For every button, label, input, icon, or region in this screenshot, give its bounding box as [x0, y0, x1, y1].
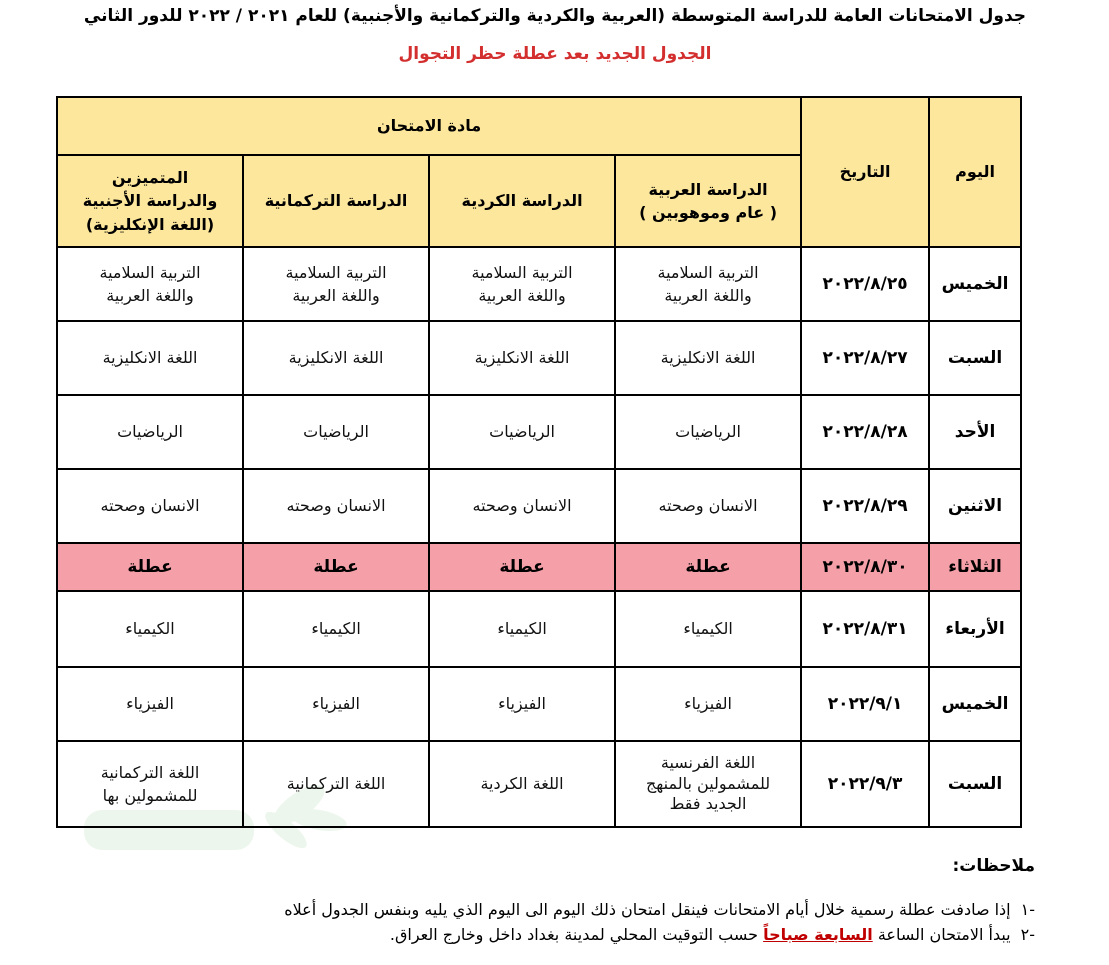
- header-kurdish-study: الدراسة الكردية: [429, 155, 615, 247]
- table-row: [57, 469, 1021, 543]
- arabic-subject-cell: الرياضيات: [615, 395, 801, 469]
- turkmen-subject-cell: الانسان وصحته: [243, 469, 429, 543]
- turkmen-subject-cell: الرياضيات: [243, 395, 429, 469]
- table-row: [57, 741, 1021, 827]
- day-cell: الخميس: [929, 247, 1021, 321]
- note-item: [284, 923, 1035, 948]
- page-subtitle: الجدول الجديد بعد عطلة حظر التجوال: [398, 44, 712, 64]
- exam-schedule-table: [56, 96, 1022, 828]
- table-row: [57, 247, 1021, 321]
- turkmen-holiday-cell: عطلة: [243, 543, 429, 591]
- day-cell: السبت: [929, 741, 1021, 827]
- kurdish-subject-cell: الانسان وصحته: [429, 469, 615, 543]
- date-cell: ٢٠٢٢/٨/٢٩: [801, 469, 929, 543]
- header-arabic-study: الدراسة العربية ( عام وموهوبين ): [615, 155, 801, 247]
- holiday-row: [57, 543, 1021, 591]
- date-cell: ٢٠٢٢/٩/٣: [801, 741, 929, 827]
- turkmen-subject-cell: الفيزياء: [243, 667, 429, 741]
- notes-list: [284, 898, 1035, 948]
- foreign-subject-cell: التربية السلامية واللغة العربية: [57, 247, 243, 321]
- arabic-subject-cell: اللغة الفرنسية للمشمولين بالمنهج الجديد فقط: [615, 741, 801, 827]
- day-cell: الخميس: [929, 667, 1021, 741]
- header-foreign-study: المتميزين والدراسة الأجنبية (اللغة الإنكليزية): [57, 155, 243, 247]
- arabic-subject-cell: الفيزياء: [615, 667, 801, 741]
- note-text-start: يبدأ الامتحان الساعة: [877, 924, 1011, 944]
- date-cell: ٢٠٢٢/٨/٢٨: [801, 395, 929, 469]
- kurdish-subject-cell: الرياضيات: [429, 395, 615, 469]
- table-row: [57, 667, 1021, 741]
- arabic-subject-cell: اللغة الانكليزية: [615, 321, 801, 395]
- arabic-subject-cell: الانسان وصحته: [615, 469, 801, 543]
- note-text-end: حسب التوقيت المحلي لمدينة بغداد داخل وخارج العراق.: [389, 924, 758, 944]
- turkmen-subject-cell: اللغة التركمانية: [243, 741, 429, 827]
- note-emphasis: السابعة صباحاً: [763, 924, 873, 944]
- header-day: اليوم: [929, 97, 1021, 247]
- turkmen-subject-cell: الكيمياء: [243, 591, 429, 667]
- notes-heading: ملاحظات:: [952, 856, 1035, 876]
- header-date: التاريخ: [801, 97, 929, 247]
- header-subject-group: مادة الامتحان: [57, 97, 801, 155]
- kurdish-subject-cell: الفيزياء: [429, 667, 615, 741]
- day-cell: الثلاثاء: [929, 543, 1021, 591]
- kurdish-subject-cell: اللغة الكردية: [429, 741, 615, 827]
- arabic-subject-cell: الكيمياء: [615, 591, 801, 667]
- kurdish-holiday-cell: عطلة: [429, 543, 615, 591]
- day-cell: الأحد: [929, 395, 1021, 469]
- arabic-subject-cell: التربية السلامية واللغة العربية: [615, 247, 801, 321]
- date-cell: ٢٠٢٢/٩/١: [801, 667, 929, 741]
- kurdish-subject-cell: التربية السلامية واللغة العربية: [429, 247, 615, 321]
- date-cell: ٢٠٢٢/٨/٢٧: [801, 321, 929, 395]
- note-text: إذا صادفت عطلة رسمية خلال أيام الامتحانات فينقل امتحان ذلك اليوم الى اليوم الذي يليه وبنفس الجدول أعلاه: [284, 900, 1011, 919]
- table-row: [57, 395, 1021, 469]
- date-cell: ٢٠٢٢/٨/٢٥: [801, 247, 929, 321]
- date-cell: ٢٠٢٢/٨/٣٠: [801, 543, 929, 591]
- kurdish-subject-cell: اللغة الانكليزية: [429, 321, 615, 395]
- foreign-subject-cell: الكيمياء: [57, 591, 243, 667]
- table-row: [57, 591, 1021, 667]
- day-cell: الأربعاء: [929, 591, 1021, 667]
- table-row: [57, 321, 1021, 395]
- kurdish-subject-cell: الكيمياء: [429, 591, 615, 667]
- foreign-subject-cell: اللغة الانكليزية: [57, 321, 243, 395]
- arabic-holiday-cell: عطلة: [615, 543, 801, 591]
- note-number: -٢: [1020, 924, 1035, 944]
- foreign-subject-cell: اللغة التركمانية للمشمولين بها: [57, 741, 243, 827]
- note-item: [284, 898, 1035, 923]
- header-turkmen-study: الدراسة التركمانية: [243, 155, 429, 247]
- turkmen-subject-cell: اللغة الانكليزية: [243, 321, 429, 395]
- note-number: -١: [1020, 900, 1035, 919]
- day-cell: الاثنين: [929, 469, 1021, 543]
- page-title: جدول الامتحانات العامة للدراسة المتوسطة (العربية والكردية والتركمانية والأجنبية) للعام ٢٠٢١ / ٢٠٢٢ للدور الثاني: [83, 6, 1027, 26]
- day-cell: السبت: [929, 321, 1021, 395]
- turkmen-subject-cell: التربية السلامية واللغة العربية: [243, 247, 429, 321]
- foreign-holiday-cell: عطلة: [57, 543, 243, 591]
- date-cell: ٢٠٢٢/٨/٣١: [801, 591, 929, 667]
- foreign-subject-cell: الانسان وصحته: [57, 469, 243, 543]
- foreign-subject-cell: الفيزياء: [57, 667, 243, 741]
- foreign-subject-cell: الرياضيات: [57, 395, 243, 469]
